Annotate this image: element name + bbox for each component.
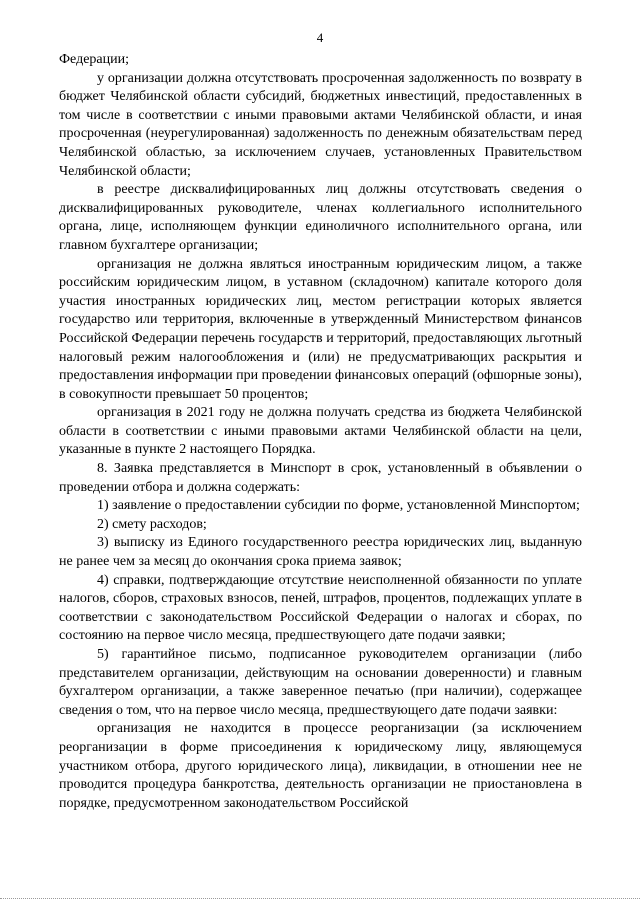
paragraph-no-other-funds: организация в 2021 году не должна получать средства из бюджета Челябинской области в соответствии с иными правовыми актами Челябинской области на цели, указанные в пункте 2 настоящего Порядка. xyxy=(59,405,582,458)
list-item-4-tax-certificates: 4) справки, подтверждающие отсутствие неисполненной обязанности по уплате налогов, сборов, страховых взносов, пеней, штрафов, процентов, подлежащих уплате в соответствии с законодательством Российской Федерации о налогах и сборах, по состоянию на первое число месяца, предшествующего дате подачи заявки; xyxy=(59,572,582,644)
paragraph-continuation: Федерации; xyxy=(59,52,130,67)
list-item-2-cost-estimate: 2) смету расходов; xyxy=(97,516,207,532)
list-item-5-guarantee-letter: 5) гарантийное письмо, подписанное руководителем организации (либо представителем организации, действующим на основании доверенности) и главным бухгалтером организации, а также заверенное печатью (при наличии), содержащее сведения о том, что на первое число месяца, предшествующего дате подачи заявки: xyxy=(59,647,582,718)
document-body xyxy=(59,51,582,813)
paragraph-no-reorganization: организация не находится в процессе реорганизации (за исключением реорганизации в форме присоединения к юридическому лицу, являющемуся участником отбора, другого юридического лица), ликвидации, в отношении нее не проводится процедура банкротства, деятельность организации не приостановлена в порядке, предусмотренном законодательством Российской xyxy=(59,721,582,811)
list-item-3-registry-extract: 3) выписку из Единого государственного реестра юридических лиц, выданную не ранее чем за месяц до окончания срока приема заявок; xyxy=(59,535,582,570)
paragraph-foreign-entity: организация не должна являться иностранным юридическим лицом, а также российским юридическим лицом, в уставном (складочном) капитале которого доля участия иностранных юридических лиц, местом регистрации которых является государство или территория, включенные в утвержденный Министерством финансов Российской Федерации перечень государств и территорий, предоставляющих льготный налоговый режим налогообложения и (или) не предусматривающих раскрытия и предоставления информации при проведении финансовых операций (офшорные зоны), в совокупности превышает 50 процентов; xyxy=(59,256,582,402)
scan-bottom-edge xyxy=(0,898,640,901)
list-item-1-statement: 1) заявление о предоставлении субсидии по форме, установленной Минспортом; xyxy=(97,498,580,514)
paragraph-disqualified-persons: в реестре дисквалифицированных лиц должны отсутствовать сведения о дисквалифицированных руководителе, членах коллегиального исполнительного органа, лице, исполняющем функции единоличного исполнительного органа, или главном бухгалтере организации; xyxy=(59,182,582,253)
paragraph-item-8-application: 8. Заявка представляется в Минспорт в срок, установленный в объявлении о проведении отбора и должна содержать: xyxy=(59,461,582,495)
page-number: 4 xyxy=(316,30,324,45)
paragraph-no-overdue-debt: у организации должна отсутствовать просроченная задолженность по возврату в бюджет Челябинской области субсидий, бюджетных инвестиций, предоставленных в том числе в соответствии с иными правовыми актами Челябинской области, и иная просроченная (неурегулированная) задолженность по денежным обязательствам перед Челябинской областью, за исключением случаев, установленных Правительством Челябинской области; xyxy=(59,70,582,179)
